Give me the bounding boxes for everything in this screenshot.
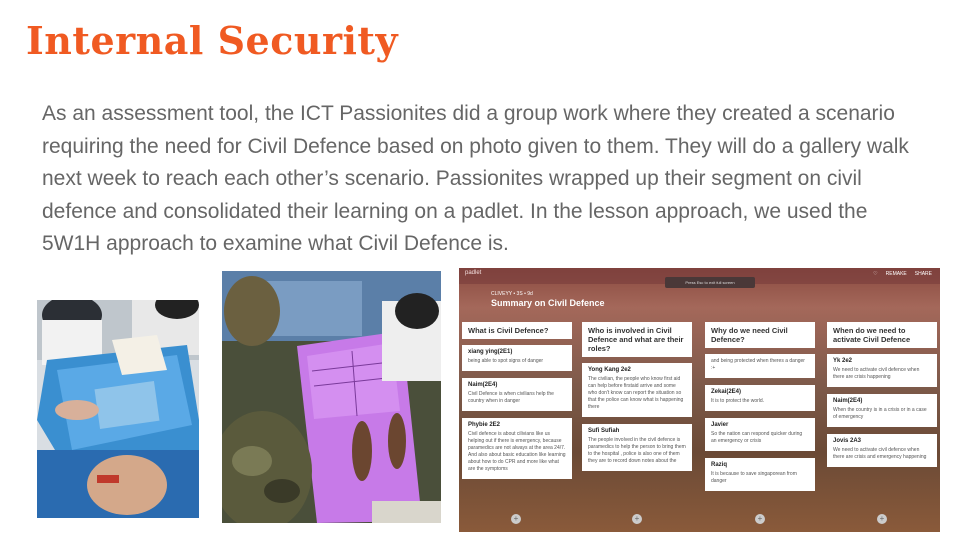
post-author: xiang ying(2E1): [468, 349, 513, 355]
classroom-photo-blue-table: [37, 300, 199, 518]
post-card[interactable]: [705, 385, 815, 411]
post-text: The civilian, the people who know first aid can help before firstaid arrive and some who don't know can report the situation so that the police can know what is happening there: [588, 376, 684, 410]
add-post-button[interactable]: +: [877, 514, 887, 524]
add-post-button[interactable]: +: [511, 514, 521, 524]
post-card[interactable]: [462, 378, 572, 411]
post-card[interactable]: [582, 424, 692, 471]
post-author: Zekai(2E4): [711, 389, 742, 395]
add-post-button[interactable]: +: [755, 514, 765, 524]
column-heading: Who is involved in Civil Defence and what are their roles?: [582, 322, 692, 357]
column-heading: When do we need to activate Civil Defence: [827, 322, 937, 348]
post-text: and being protected when theres a danger :+: [711, 358, 805, 371]
padlet-author: CLIVEYY • 3S • 9d: [491, 291, 533, 297]
post-text: When the country is in a crisis or in a case of emergency: [833, 407, 927, 420]
padlet-column-why: [705, 322, 815, 498]
post-card[interactable]: [582, 363, 692, 417]
remake-button[interactable]: REMAKE: [885, 271, 907, 277]
post-text: So the nation can respond quicker during an emergency or crisis: [711, 431, 803, 444]
post-card[interactable]: [827, 434, 937, 467]
slide-body-text: As an assessment tool, the ICT Passionites did a group work where they created a scenario requiring the need for Civil Defence based on photo given to them. They will do a gallery walk next week to reach each other’s scenario. Passionites wrapped up their segment on civil defence and consolidated their learning on a padlet. In the lesson approach, we used the 5W1H approach to examine what Civil Defence is.: [42, 102, 909, 255]
add-post-button[interactable]: +: [632, 514, 642, 524]
padlet-title: Summary on Civil Defence: [491, 298, 605, 308]
post-card[interactable]: [462, 418, 572, 479]
post-text: We need to activate civil defence when there are crisis and emergency happening: [833, 447, 927, 460]
post-author: Sufi Sufiah: [588, 428, 620, 434]
padlet-column-what: [462, 322, 572, 486]
post-author: Naim(2E4): [833, 398, 863, 404]
post-author: Javier: [711, 422, 729, 428]
post-card[interactable]: [462, 345, 572, 371]
post-author: Yk 2e2: [833, 358, 853, 364]
post-text: Civil Defence is when civilians help the country when in danger: [468, 391, 554, 404]
padlet-column-when: [827, 322, 937, 474]
post-author: Raziq: [711, 462, 728, 468]
fullscreen-hint: Press Esc to exit full screen: [665, 277, 755, 288]
classroom-photo-purple-paper-illustration: [222, 271, 441, 523]
classroom-photo-blue-table-illustration: [37, 300, 199, 518]
classroom-photo-purple-paper: [222, 271, 441, 523]
padlet-top-actions: [873, 271, 932, 277]
column-heading: What is Civil Defence?: [462, 322, 572, 339]
post-text: The people involved in the civil defence is paramedics to help the person to bring them to the hospital , police is also one of them they are to record down notes about the: [588, 437, 686, 464]
post-text: being able to spot signs of danger: [468, 358, 544, 364]
post-text: Civil defence is about cilivians like us helping out if there is emergency, because paramedics are not always at the area 24/7. And also about basic education like learning about how to do CPR and more like what are the symptoms: [468, 431, 566, 472]
post-text: It is to protect the world.: [711, 398, 765, 404]
padlet-column-who: [582, 322, 692, 478]
post-card[interactable]: [827, 354, 937, 387]
post-card[interactable]: [827, 394, 937, 427]
column-heading: Why do we need Civil Defence?: [705, 322, 815, 348]
share-button[interactable]: SHARE: [914, 271, 932, 277]
post-text: It is because to save singaporean from danger: [711, 471, 797, 484]
post-author: Yong Kang 2e2: [588, 367, 631, 373]
post-card[interactable]: [705, 418, 815, 451]
post-card[interactable]: [705, 458, 815, 491]
post-author: Naim(2E4): [468, 382, 498, 388]
padlet-board-screenshot: [459, 268, 940, 532]
post-text: We need to activate civil defence when there are crisis happening: [833, 367, 920, 380]
post-author: Jovis 2A3: [833, 438, 862, 444]
padlet-logo: padlet: [465, 270, 482, 276]
heart-icon[interactable]: ♡: [873, 271, 878, 277]
post-author: Phybie 2E2: [468, 422, 501, 428]
slide-title: Internal Security: [26, 18, 399, 63]
post-card[interactable]: [705, 354, 815, 378]
